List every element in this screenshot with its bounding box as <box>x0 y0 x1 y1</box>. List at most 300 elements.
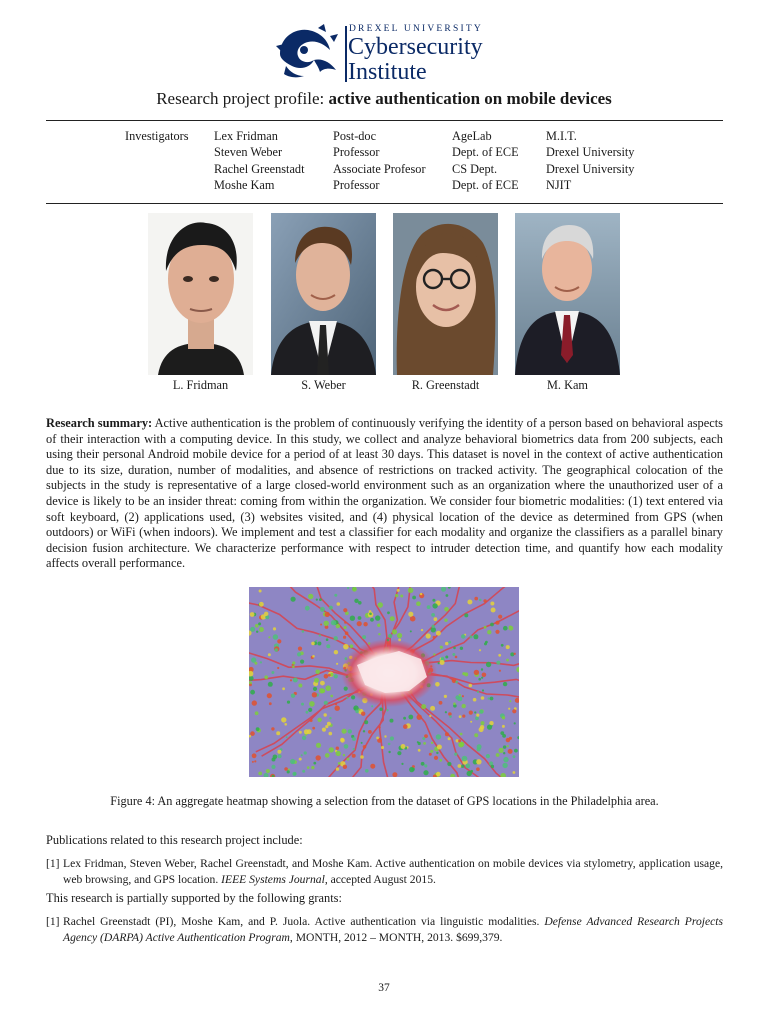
heatmap-point <box>509 700 511 702</box>
heatmap-point <box>462 704 466 708</box>
heatmap-point <box>368 730 372 734</box>
heatmap-point <box>506 659 509 662</box>
heatmap-point <box>327 722 331 726</box>
investigator-org: NJIT <box>546 177 572 192</box>
investigator-dept: CS Dept. <box>452 161 498 176</box>
heatmap-point <box>352 737 356 741</box>
heatmap-point <box>479 727 484 732</box>
heatmap-point <box>256 727 260 731</box>
heatmap-point <box>273 627 276 630</box>
heatmap-point <box>297 652 301 656</box>
heatmap-point <box>444 695 447 698</box>
heatmap-point <box>292 661 295 664</box>
investigator-dept: Dept. of ECE <box>452 145 519 160</box>
heatmap-point <box>423 742 426 745</box>
heatmap-point <box>388 743 391 746</box>
heatmap-point <box>298 647 302 651</box>
heatmap-point <box>336 767 339 770</box>
heatmap-point <box>355 710 359 714</box>
heatmap-point <box>474 733 478 737</box>
heatmap-point <box>401 763 403 765</box>
heatmap-point <box>308 594 313 599</box>
heatmap-point <box>469 711 473 715</box>
investigator-name: Moshe Kam <box>214 177 275 192</box>
heatmap-point <box>379 726 381 728</box>
heatmap-point <box>432 603 437 608</box>
heatmap-point <box>340 738 345 743</box>
heatmap-point <box>335 706 340 711</box>
heatmap-point <box>430 706 435 711</box>
heatmap-point <box>432 625 435 628</box>
heatmap-point <box>470 721 472 723</box>
heatmap-point <box>281 717 286 722</box>
heatmap-point <box>345 631 349 635</box>
photo-caption: S. Weber <box>301 378 346 392</box>
grant-number: [1] <box>46 915 60 928</box>
heatmap-point <box>277 667 279 669</box>
heatmap-point <box>346 697 348 699</box>
heatmap-point <box>336 751 341 756</box>
heatmap-point <box>322 728 326 732</box>
investigators-dept-col <box>452 128 519 193</box>
heatmap-point <box>352 754 356 758</box>
heatmap-point <box>445 711 447 713</box>
heatmap-point <box>249 684 252 687</box>
grant-text: Rachel Greenstadt (PI), Moshe Kam, and P. Juola. Active authentication via linguistic modalities. <box>63 915 545 928</box>
heatmap-point <box>390 736 394 740</box>
investigators-label-col <box>125 128 189 144</box>
heatmap-point <box>490 697 494 701</box>
heatmap-point <box>347 758 350 761</box>
heatmap-point <box>344 626 347 629</box>
heatmap-point <box>316 755 321 760</box>
heatmap-point <box>264 612 268 616</box>
heatmap-point <box>370 764 375 769</box>
heatmap-point <box>437 745 442 750</box>
heatmap-point <box>259 590 262 593</box>
heatmap-point <box>292 665 295 668</box>
heatmap-point <box>350 616 355 621</box>
heatmap-point <box>422 737 425 740</box>
heatmap-point <box>479 649 481 651</box>
heatmap-point <box>434 617 438 621</box>
heatmap-point <box>487 725 492 730</box>
heatmap-point <box>502 763 507 768</box>
heatmap-point <box>509 626 514 631</box>
heatmap-point <box>276 731 280 735</box>
heatmap-point <box>481 677 483 679</box>
dragon-icon <box>274 24 342 80</box>
heatmap-point <box>440 660 445 665</box>
heatmap-point <box>502 716 505 719</box>
heatmap-point <box>416 601 421 606</box>
heatmap-point <box>462 695 464 697</box>
heatmap-point <box>353 748 355 750</box>
investigator-role: Professor <box>333 177 380 192</box>
heatmap-point <box>514 749 518 753</box>
investigators-name-col <box>214 128 304 193</box>
heatmap-point <box>350 644 354 648</box>
heatmap-point <box>388 634 392 638</box>
heatmap-point <box>459 715 462 718</box>
heatmap-point <box>455 681 458 684</box>
heatmap-point <box>381 746 384 749</box>
heatmap-point <box>315 669 320 674</box>
heatmap-point <box>364 720 368 724</box>
heatmap-point <box>254 760 256 762</box>
title-prefix: Research project profile: <box>156 89 329 108</box>
heatmap-point <box>503 752 505 754</box>
heatmap-point <box>444 619 447 622</box>
heatmap-point <box>436 734 441 739</box>
heatmap-point <box>478 678 481 681</box>
heatmap-point <box>486 662 491 667</box>
heatmap-point <box>433 636 436 639</box>
heatmap-point <box>250 731 255 736</box>
heatmap-point <box>258 772 262 776</box>
heatmap-point <box>403 724 408 729</box>
heatmap-point <box>487 630 491 634</box>
heatmap-point <box>378 633 380 635</box>
publication-venue: IEEE Systems Journal <box>221 872 325 886</box>
heatmap-point <box>513 755 516 758</box>
heatmap-point <box>267 693 272 698</box>
heatmap-point <box>477 747 481 751</box>
heatmap-point <box>496 753 500 757</box>
heatmap-point <box>417 741 419 743</box>
heatmap-point <box>409 767 414 772</box>
heatmap-point <box>461 765 464 768</box>
page-title <box>0 89 768 109</box>
heatmap-point <box>448 641 451 644</box>
heatmap-point <box>324 621 329 626</box>
investigator-org: Drexel University <box>546 145 635 160</box>
heatmap-point <box>324 713 327 716</box>
heatmap-point <box>302 770 305 773</box>
heatmap-point <box>378 602 383 607</box>
heatmap-point <box>496 661 500 665</box>
summary-label: Research summary: <box>46 416 153 430</box>
heatmap-point <box>434 756 438 760</box>
heatmap-point <box>408 588 414 594</box>
heatmap-point <box>252 700 257 705</box>
heatmap-point <box>390 719 394 723</box>
heatmap-point <box>397 633 402 638</box>
heatmap-point <box>325 685 331 691</box>
heatmap-point <box>408 715 413 720</box>
investigator-role: Professor <box>333 145 380 160</box>
heatmap-point <box>329 606 333 610</box>
heatmap-point <box>361 712 365 716</box>
drexel-cybersecurity-logo <box>274 22 504 84</box>
title-bold: active authentication on mobile devices <box>328 89 612 108</box>
heatmap-point <box>334 594 337 597</box>
heatmap-point <box>311 642 315 646</box>
investigator-role: Post-doc <box>333 129 377 143</box>
heatmap-point <box>313 687 317 691</box>
heatmap-point <box>321 689 325 693</box>
heatmap-point <box>317 642 321 646</box>
portrait-greenstadt <box>393 213 498 375</box>
heatmap-point <box>474 597 478 601</box>
heatmap-point <box>500 731 504 735</box>
heatmap-point <box>260 661 262 663</box>
heatmap-point <box>484 642 487 645</box>
heatmap-point <box>369 613 372 616</box>
heatmap-point <box>431 742 433 744</box>
heatmap-point <box>293 678 298 683</box>
logo-line-2: Institute <box>348 59 427 85</box>
investigators-role-col <box>333 128 426 193</box>
heatmap-point <box>444 607 449 612</box>
photo-caption: R. Greenstadt <box>411 378 480 392</box>
heatmap-point <box>268 636 270 638</box>
heatmap-point <box>421 704 426 709</box>
middle-rule <box>46 203 723 204</box>
heatmap-point <box>307 729 312 734</box>
heatmap-point <box>264 675 268 679</box>
heatmap-point <box>498 654 501 657</box>
heatmap-point <box>430 750 433 753</box>
heatmap-point <box>397 751 401 755</box>
heatmap-point <box>292 772 296 776</box>
heatmap-point <box>336 663 338 665</box>
heatmap-point <box>312 692 317 697</box>
heatmap-point <box>459 742 464 747</box>
heatmap-point <box>271 671 274 674</box>
heatmap-point <box>392 629 397 634</box>
heatmap-point <box>454 753 457 756</box>
heatmap-point <box>460 733 463 736</box>
heatmap-point <box>508 749 513 754</box>
heatmap-point <box>312 727 315 730</box>
heatmap-point <box>328 674 331 677</box>
heatmap-point <box>271 727 274 730</box>
heatmap-point <box>390 616 395 621</box>
heatmap-point <box>329 732 333 736</box>
investigator-org: M.I.T. <box>546 129 577 143</box>
heatmap-point <box>445 732 449 736</box>
heatmap-point <box>499 670 501 672</box>
heatmap-point <box>420 593 422 595</box>
heatmap-point <box>481 721 485 725</box>
heatmap-point <box>316 599 318 601</box>
heatmap-point <box>432 599 435 602</box>
heatmap-point <box>310 719 313 722</box>
investigator-dept: AgeLab <box>452 129 492 143</box>
heatmap-point <box>330 695 333 698</box>
heatmap-point <box>300 660 304 664</box>
portrait-kam <box>515 213 620 375</box>
investigator-org: Drexel University <box>546 161 635 176</box>
heatmap-point <box>506 645 510 649</box>
publication-number: [1] <box>46 857 60 870</box>
heatmap-point <box>363 745 367 749</box>
heatmap-point <box>362 635 366 639</box>
heatmap-point <box>252 753 257 758</box>
heatmap-point <box>488 697 490 699</box>
heatmap-point <box>397 589 400 592</box>
heatmap-point <box>427 605 431 609</box>
heatmap-point <box>363 730 365 732</box>
heatmap-point <box>447 762 451 766</box>
heatmap-point <box>445 656 448 659</box>
heatmap-point <box>423 770 428 775</box>
heatmap-point <box>421 762 425 766</box>
heatmap-point <box>465 764 470 769</box>
heatmap-point <box>284 767 288 771</box>
page-number: 37 <box>378 982 390 994</box>
heatmap-point <box>313 762 316 765</box>
heatmap-point <box>386 709 388 711</box>
heatmap-point <box>326 644 330 648</box>
heatmap-point <box>314 678 319 683</box>
heatmap-point <box>291 597 296 602</box>
heatmap-point <box>438 662 440 664</box>
heatmap-point <box>266 769 270 773</box>
research-summary <box>46 416 723 572</box>
heatmap-point <box>375 615 380 620</box>
heatmap-point <box>408 612 413 617</box>
heatmap-point <box>513 771 516 774</box>
heatmap-point <box>495 621 499 625</box>
heatmap-point <box>479 599 482 602</box>
heatmap-point <box>384 735 386 737</box>
heatmap-point <box>326 638 329 641</box>
heatmap-point <box>426 633 431 638</box>
heatmap-point <box>312 655 315 658</box>
heatmap-point <box>274 648 278 652</box>
heatmap-point <box>302 736 306 740</box>
heatmap-point <box>439 759 442 762</box>
heatmap-point <box>334 650 338 654</box>
heatmap-point <box>334 674 338 678</box>
heatmap-point <box>461 634 465 638</box>
heatmap-point <box>462 756 468 762</box>
heatmap-point <box>490 623 494 627</box>
investigators-label: Investigators <box>125 129 189 143</box>
heatmap-point <box>477 691 479 693</box>
heatmap-point <box>259 602 264 607</box>
heatmap-point <box>445 642 448 645</box>
heatmap-point <box>354 599 358 603</box>
heatmap-point <box>363 622 367 626</box>
heatmap-point <box>482 673 487 678</box>
heatmap-point <box>329 717 331 719</box>
heatmap-point <box>458 764 462 768</box>
heatmap-point <box>379 708 382 711</box>
heatmap-point <box>268 653 271 656</box>
heatmap-point <box>337 602 341 606</box>
heatmap-point <box>252 761 254 763</box>
heatmap-point <box>277 639 281 643</box>
figure-caption: Figure 4: An aggregate heatmap showing a selection from the dataset of GPS locations in the Philadelphia area. <box>110 794 659 808</box>
heatmap-point <box>473 634 478 639</box>
heatmap-point <box>250 690 255 695</box>
heatmap-point <box>392 772 397 777</box>
heatmap-point <box>336 624 340 628</box>
heatmap-point <box>325 725 328 728</box>
heatmap-point <box>417 715 422 720</box>
heatmap-point <box>503 626 508 631</box>
heatmap-point <box>435 682 440 687</box>
heatmap-point <box>448 712 452 716</box>
heatmap-point <box>358 616 362 620</box>
heatmap-point <box>429 715 431 717</box>
investigator-name: Steven Weber <box>214 145 283 160</box>
heatmap-point <box>453 702 456 705</box>
heatmap-point <box>462 715 465 718</box>
investigator-role: Associate Profesor <box>333 161 426 176</box>
heatmap-point <box>299 731 302 734</box>
heatmap-point <box>431 613 435 617</box>
heatmap-point <box>324 701 328 705</box>
heatmap-point <box>412 596 416 600</box>
heatmap-point <box>324 674 329 679</box>
heatmap-point <box>483 599 486 602</box>
heatmap-point <box>473 698 477 702</box>
heatmap-point <box>357 621 362 626</box>
heatmap-point <box>453 647 456 650</box>
heatmap-point <box>388 751 390 753</box>
heatmap-point <box>436 631 441 636</box>
publication-text: Lex Fridman, Steven Weber, Rachel Greenstadt, and Moshe Kam. Active authentication on mobile devices via stylometry, application usage, web browsing, and GPS location. <box>63 857 723 886</box>
heatmap-point <box>320 681 325 686</box>
heatmap-point <box>462 672 465 675</box>
heatmap-point <box>352 587 357 592</box>
investigator-name: Rachel Greenstadt <box>214 161 305 176</box>
summary-text: Active authentication is the problem of continuously verifying the identity of a person based on behavioral aspects of their interaction with a computing device. In this study, we collect and analyze behavioral biometrics data from 200 subjects, each using their personal Android mobile device for a period of at least 30 days. This dataset is novel in the context of active authentication due to its size, duration, number of modalities, and absence of restrictions on tracked activity. The geographical colocation of the subjects in the study is representative of a large closed-world environment such as an organization where the unauthorized user of a device is likely to be an insider threat: coming from within the organization. We consider four biometric modalities: (1) text entered via soft keyboard, (2) applications used, (3) websites visited, and (4) physical location of the device as determined from GPS (when outdoors) or WiFi (when indoors). We implement and test a classifier for each modality and organize the classifiers as a parallel binary decision fusion architecture. We characterize performance with respect to intruder detection time, and quantify how each modality affects overall performance. <box>46 416 723 571</box>
heatmap-point <box>479 710 483 714</box>
heatmap-point <box>449 715 452 718</box>
heatmap-point <box>278 754 282 758</box>
heatmap-point <box>273 755 278 760</box>
heatmap-point <box>271 765 275 769</box>
heatmap-point <box>377 624 380 627</box>
heatmap-point <box>309 701 315 707</box>
heatmap-point <box>250 627 255 632</box>
heatmap-point <box>290 759 295 764</box>
heatmap-point <box>467 600 472 605</box>
heatmap-point <box>325 612 330 617</box>
heatmap-point <box>335 703 337 705</box>
photo-caption: M. Kam <box>547 378 588 392</box>
heatmap-point <box>258 622 261 625</box>
heatmap-point <box>502 725 505 728</box>
heatmap-point <box>308 708 312 712</box>
heatmap-point <box>287 770 290 773</box>
heatmap-point <box>440 646 443 649</box>
grant-tail: , MONTH, 2012 – MONTH, 2013. $699,379. <box>289 930 503 944</box>
heatmap-point <box>254 662 257 665</box>
heatmap-point <box>400 595 403 598</box>
heatmap-point <box>343 644 349 650</box>
heatmap-point <box>269 702 272 705</box>
heatmap-point <box>490 602 494 606</box>
heatmap-point <box>439 701 443 705</box>
heatmap-point <box>319 598 322 601</box>
heatmap-point <box>334 636 338 640</box>
heatmap-point <box>336 747 339 750</box>
heatmap-point <box>311 766 314 769</box>
heatmap-point <box>459 694 461 696</box>
heatmap-point <box>316 743 321 748</box>
heatmap-point <box>284 723 287 726</box>
heatmap-point <box>476 714 479 717</box>
heatmap-point <box>481 696 485 700</box>
heatmap-point <box>301 703 304 706</box>
portrait-weber <box>271 213 376 375</box>
